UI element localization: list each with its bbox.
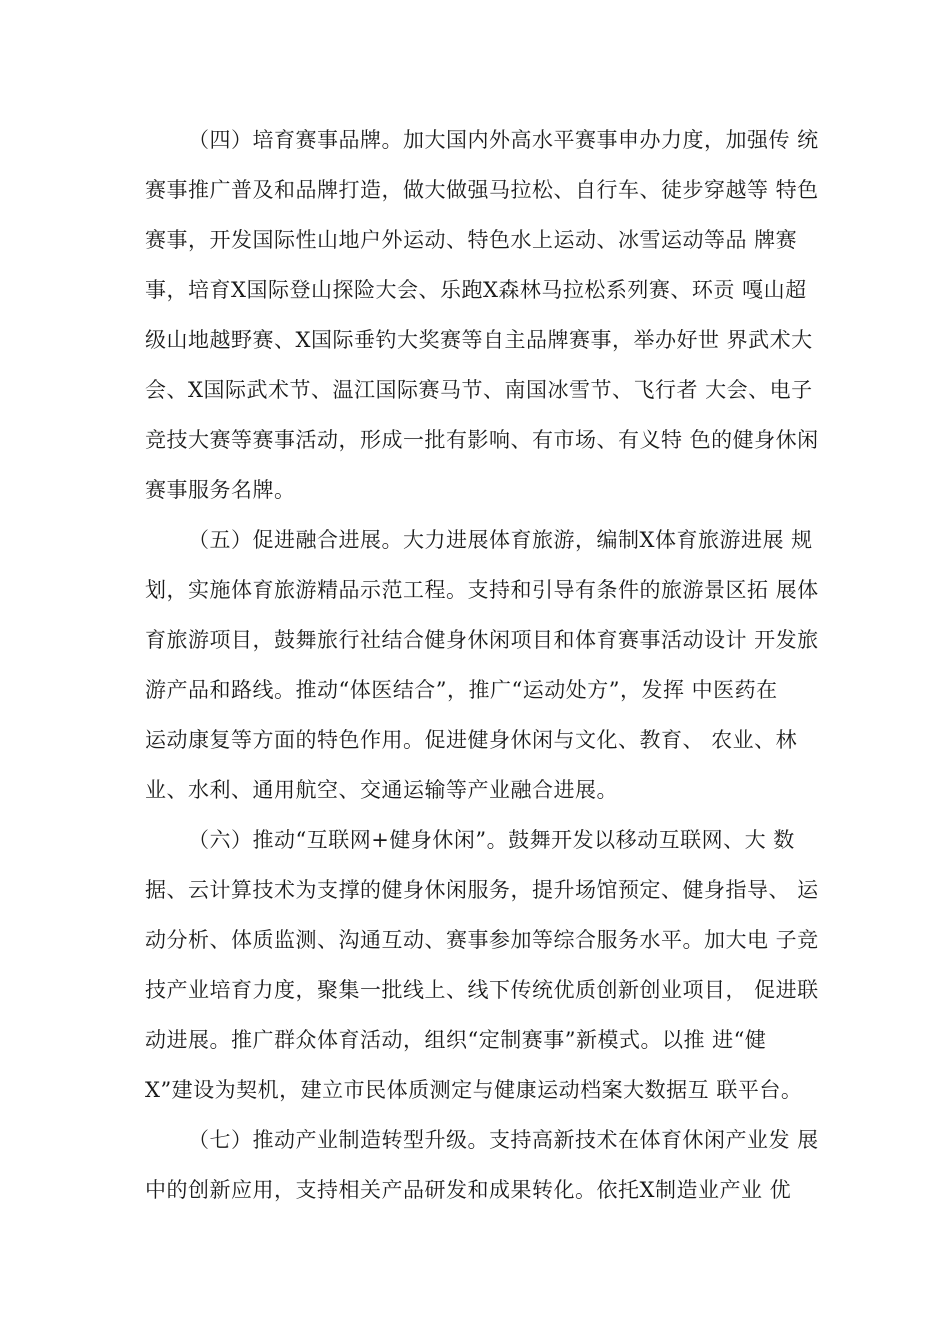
paragraph-6-line-5: 动进展。推广群众体育活动，组织“定制赛事”新模式。以推 进“健 (145, 1028, 767, 1052)
paragraph-5-line-4: 游产品和路线。推动“体医结合”，推广“运动处方”，发挥 中医药在 (145, 678, 778, 702)
paragraph-4-line-4: 事，培育X国际登山探险大会、乐跑X森林马拉松系列赛、环贡 嘎山超 (145, 278, 807, 302)
paragraph-6-line-6: X”建设为契机，建立市民体质测定与健康运动档案大数据互 联平台。 (145, 1078, 803, 1102)
paragraph-5-line-1: （五）促进融合进展。大力进展体育旅游，编制X体育旅游进展 规 (188, 528, 813, 552)
paragraph-5-line-5: 运动康复等方面的特色作用。促进健身休闲与文化、教育、 农业、林 (145, 728, 798, 752)
paragraph-5-line-6: 业、水利、通用航空、交通运输等产业融合进展。 (145, 778, 618, 802)
paragraph-4-line-5: 级山地越野赛、X国际垂钓大奖赛等自主品牌赛事，举办好世 界武术大 (145, 328, 813, 352)
paragraph-7-line-2: 中的创新应用，支持相关产品研发和成果转化。依托X制造业产业 优 (145, 1178, 792, 1202)
paragraph-4-line-3: 赛事，开发国际性山地户外运动、特色水上运动、冰雪运动等品 牌赛 (145, 228, 798, 252)
paragraph-5-line-2: 划，实施体育旅游精品示范工程。支持和引导有条件的旅游景区拓 展体 (145, 578, 819, 602)
paragraph-4-line-2: 赛事推广普及和品牌打造，做大做强马拉松、自行车、徒步穿越等 特色 (145, 178, 819, 202)
paragraph-6-line-3: 动分析、体质监测、沟通互动、赛事参加等综合服务水平。加大电 子竞 (145, 928, 819, 952)
paragraph-7-line-1: （七）推动产业制造转型升级。支持高新技术在体育休闲产业发 展 (188, 1128, 819, 1152)
paragraph-6-line-2: 据、云计算技术为支撑的健身休闲服务，提升场馆预定、健身指导、 运 (145, 878, 819, 902)
paragraph-6-line-1: （六）推动“互联网+健身休闲”。鼓舞开发以移动互联网、大 数 (188, 828, 795, 852)
paragraph-4-line-1: （四）培育赛事品牌。加大国内外高水平赛事申办力度，加强传 统 (188, 128, 819, 152)
paragraph-4-line-6: 会、X国际武术节、温江国际赛马节、南国冰雪节、飞行者 大会、电子 (145, 378, 813, 402)
paragraph-4-line-7: 竞技大赛等赛事活动，形成一批有影响、有市场、有义特 色的健身休闲 (145, 428, 819, 452)
paragraph-6-line-4: 技产业培育力度，聚集一批线上、线下传统优质创新创业项目， 促进联 (145, 978, 819, 1002)
paragraph-5-line-3: 育旅游项目，鼓舞旅行社结合健身休闲项目和体育赛事活动设计 开发旅 (145, 628, 819, 652)
paragraph-4-line-8: 赛事服务名牌。 (145, 478, 296, 502)
